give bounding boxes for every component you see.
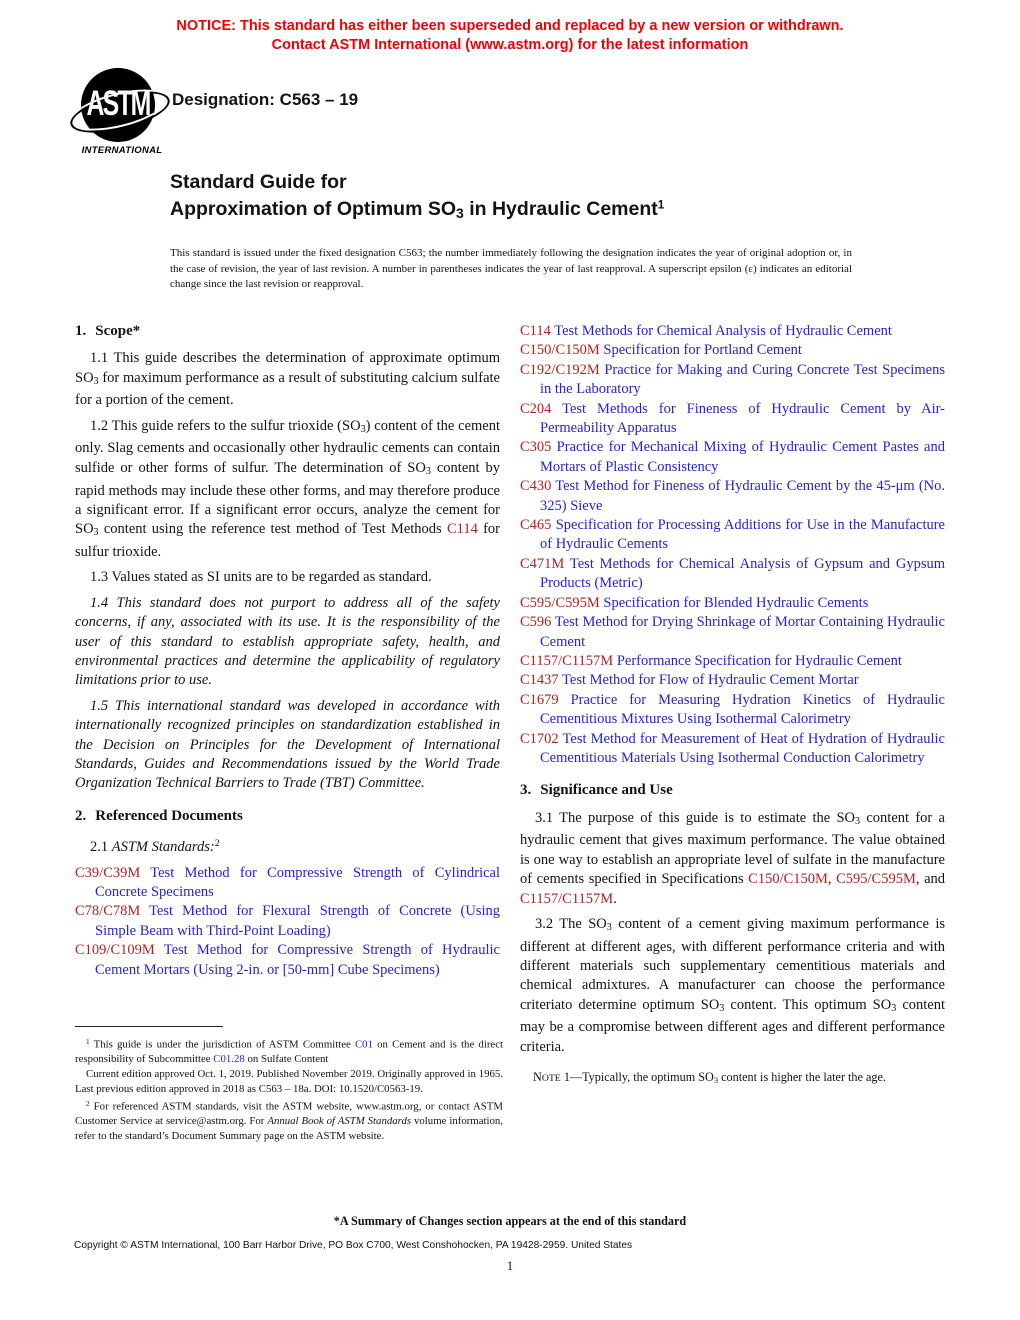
section-title: Referenced Documents	[95, 807, 243, 824]
copyright-line: Copyright © ASTM International, 100 Barr Harbor Drive, PO Box C700, West Conshohocken, PA 19428-2959. United States	[74, 1240, 633, 1251]
text-segment: content using the reference test method of Test Methods	[98, 521, 447, 538]
standard-link[interactable]: C01.28	[213, 1053, 245, 1066]
text-segment: ASTM Standards:	[111, 839, 215, 856]
standard-link[interactable]: C01	[354, 1038, 373, 1051]
standard-link[interactable]: C430	[520, 478, 552, 495]
text-segment: 1—Typically, the optimum SO	[560, 1070, 714, 1085]
superseded-notice	[0, 17, 1020, 55]
text-segment: 1.5 This international standard was developed in accordance with internationally recognized principles on standardization established in the Decision on Principles for the Development of International Standards, Guides and Recommendations issued by the World Trade Organization Technical Barriers to Trade (TBT) Committee.	[75, 697, 500, 792]
standard-link[interactable]: Practice for Mechanical Mixing of Hydraulic Cement Pastes and Mortars of Plastic Consistency	[540, 439, 945, 475]
standard-link[interactable]: C150/C150M	[748, 871, 828, 888]
standard-link[interactable]: C465	[520, 517, 552, 534]
standard-link[interactable]: C78/C78M	[75, 903, 141, 920]
text-segment: 1.2 This guide refers to the sulfur trioxide (SO	[90, 417, 361, 434]
paragraph-3-2	[520, 915, 945, 1057]
paragraph-1-1	[75, 349, 500, 410]
title-line-1: Standard Guide for	[170, 171, 347, 193]
text-segment: ) content of the cement only. Slag cements and occasionally other hydraulic cements can contain sulfide or other forms of sulfur. The determination of SO	[75, 417, 500, 476]
footnote-2	[75, 1097, 503, 1144]
text-segment: 3	[360, 424, 366, 436]
reference-item	[520, 516, 945, 555]
text-segment: 3.2 The SO	[535, 916, 607, 932]
text-segment: .	[613, 890, 617, 907]
standard-link[interactable]: C39/C39M	[75, 864, 141, 881]
text-segment: 1.1 This guide describes the determination of approximate optimum SO	[75, 350, 500, 386]
standard-link[interactable]: Practice for Measuring Hydration Kinetics of Hydraulic Cementitious Mixtures Using Isothermal Calorimetry	[540, 691, 945, 728]
standard-link[interactable]: C471M	[520, 555, 565, 572]
standard-link[interactable]: Practice for Making and Curing Concrete Test Specimens in the Laboratory	[540, 361, 945, 398]
reference-item	[75, 864, 500, 903]
text-segment: content. This optimum SO	[724, 996, 892, 1013]
section-number: 2.	[75, 807, 87, 824]
standard-link[interactable]: Test Method for Flow of Hydraulic Cement Mortar	[558, 672, 859, 689]
reference-item	[520, 341, 945, 360]
text-segment: 1.3 Values stated as SI units are to be regarded as standard.	[90, 569, 432, 586]
standard-link[interactable]: Test Methods for Chemical Analysis of Hydraulic Cement	[550, 323, 892, 339]
standard-link[interactable]: Performance Specification for Hydraulic Cement	[613, 652, 902, 669]
text-segment: content by rapid methods may include these other forms, and may therefore produce a significant error. If a significant error occurs, analyze the cement for SO	[75, 459, 500, 538]
text-segment: 3	[855, 815, 861, 827]
standard-link[interactable]: Test Method for Fineness of Hydraulic Cement by the 45-μm (No. 325) Sieve	[540, 478, 945, 514]
section-heading-significance	[520, 781, 945, 800]
text-segment: , and	[915, 871, 945, 888]
footnote-separator	[75, 1026, 223, 1027]
paragraph-1-2	[75, 417, 500, 563]
text-segment: content of a cement giving maximum performance is different at different ages, with different performance criteria and with different materials such supplementary cementitious materials and chemical admixtures. A manufacturer can choose the performance criteriato determine optimum SO	[520, 916, 945, 1013]
reference-item	[520, 361, 945, 400]
standard-link[interactable]: Test Method for Compressive Strength of Hydraulic Cement Mortars (Using 2-in. or [50-mm] Cube Specimens)	[95, 942, 500, 978]
page-title	[170, 170, 852, 225]
standard-link[interactable]: C109/C109M	[75, 942, 155, 959]
standard-link[interactable]: C596	[520, 614, 552, 631]
paragraph-1-4	[75, 594, 500, 691]
reference-item	[520, 555, 945, 594]
standard-link[interactable]: C1157/C1157M	[520, 890, 614, 907]
standard-link[interactable]: C114	[520, 323, 551, 339]
paragraph-3-1	[520, 809, 945, 909]
standard-link[interactable]: C1437	[520, 672, 559, 689]
text-segment: content for a hydraulic cement that gives maximum performance. The value obtained is one way to establish an appropriate level of sulfate in the manufacture of cements specified in Specifications	[520, 809, 945, 888]
standard-link[interactable]: Specification for Blended Hydraulic Cements	[599, 594, 869, 611]
standard-link[interactable]: C150/C150M	[520, 342, 600, 359]
standard-link[interactable]: Test Method for Compressive Strength of Cylindrical Concrete Specimens	[95, 864, 500, 900]
text-segment: 1	[86, 1037, 90, 1046]
text-segment: volume information, refer to the standard’s Document Summary page on the ASTM website.	[75, 1115, 503, 1143]
text-segment: 1.4 This standard does not purport to address all of the safety concerns, if any, associated with its use. It is the responsibility of the user of this standard to establish appropriate safety, health, and environmental practices and determine the applicability of regulatory limitations prior to use.	[75, 594, 500, 689]
reference-item	[520, 594, 945, 613]
text-segment: OTE	[541, 1073, 561, 1085]
reference-item	[75, 941, 500, 980]
standard-link[interactable]: C595/C595M	[836, 871, 916, 888]
two-column-body	[75, 322, 945, 1094]
reference-item	[520, 730, 945, 769]
note-1	[520, 1069, 945, 1088]
text-segment: 2	[214, 838, 220, 850]
left-column	[75, 322, 500, 1094]
page-number: 1	[506, 1259, 514, 1273]
text-segment: 3	[93, 527, 99, 539]
footnote-1	[75, 1035, 503, 1067]
text-segment: for maximum performance as a result of substituting calcium sulfate for a portion of the cement.	[75, 369, 500, 409]
standard-link[interactable]: C595/C595M	[520, 594, 600, 611]
text-segment: Annual Book of ASTM Standards	[267, 1115, 412, 1128]
notice-line-1: NOTICE: This standard has either been superseded and replaced by a new version or withdrawn.	[176, 18, 844, 34]
text-segment: N	[533, 1070, 542, 1085]
section-number: 3.	[520, 782, 532, 799]
text-segment: content may be a compromise between different ages and different performance criteria.	[520, 996, 945, 1055]
paragraph-2-1	[75, 834, 500, 857]
text-segment: 3	[713, 1075, 719, 1086]
title-block	[170, 170, 852, 292]
standard-link[interactable]: Specification for Portland Cement	[599, 342, 802, 359]
logo-astm-text: ASTM	[86, 83, 150, 123]
text-segment: ,	[827, 871, 837, 888]
logo-disc	[81, 68, 155, 142]
paragraph-1-3	[75, 568, 500, 587]
standard-link[interactable]: Specification for Processing Additions for Use in the Manufacture of Hydraulic Cements	[540, 517, 945, 553]
text-segment: 3.1 The purpose of this guide is to estimate the SO	[535, 809, 856, 826]
standard-link[interactable]: C114	[446, 521, 478, 538]
text-segment: for sulfur trioxide.	[75, 521, 500, 560]
standard-link[interactable]: C1702	[520, 730, 559, 747]
text-segment: 3	[456, 205, 464, 222]
text-segment: in Hydraulic Cement	[463, 198, 658, 221]
reference-item	[520, 400, 945, 439]
text-segment: 3	[93, 376, 99, 388]
text-segment: This guide is under the jurisdiction of ASTM Committee	[89, 1038, 355, 1051]
footnote-1-edition	[75, 1067, 503, 1097]
right-column	[520, 322, 945, 1094]
notice-line-2: Contact ASTM International (www.astm.org) for the latest information	[271, 37, 749, 53]
reference-item	[520, 613, 945, 652]
text-segment: on Cement and is the direct responsibility of Subcommittee	[75, 1038, 503, 1066]
text-segment: For referenced ASTM standards, visit the ASTM website, www.astm.org, or contact ASTM Customer Service at service@astm.org. For	[75, 1100, 503, 1128]
reference-item	[520, 671, 945, 690]
text-segment: 3	[425, 466, 431, 478]
text-segment: content is higher the later the age.	[718, 1070, 886, 1085]
text-segment: 2	[86, 1098, 90, 1108]
designation: Designation: C563 – 19	[172, 90, 359, 109]
issued-statement: This standard is issued under the fixed designation C563; the number immediately following the designation indicates the year of original adoption or, in the case of revision, the year of last revision. A number in parentheses indicates the year of last reapproval. A superscript epsilon (ε) indicates an editorial change since the last revision or reapproval.	[170, 247, 852, 291]
standard-link[interactable]: Test Method for Measurement of Heat of Hydration of Hydraulic Cementitious Materials Using Isothermal Conduction Calorimetry	[540, 730, 945, 766]
reference-item	[520, 438, 945, 477]
text-segment: 3	[606, 922, 612, 934]
section-title: Scope*	[95, 323, 141, 339]
section-title: Significance and Use	[540, 782, 673, 799]
text-segment: 1	[657, 199, 665, 212]
standard-link[interactable]: C192/C192M	[520, 361, 600, 378]
standard-link[interactable]: Test Method for Flexural Strength of Concrete (Using Simple Beam with Third-Point Loading)	[95, 903, 500, 939]
footnotes	[75, 1026, 503, 1144]
text-segment: Current edition approved Oct. 1, 2019. Published November 2019. Originally approved in 1965. Last previous edition approved in 2018 as C563 – 18a. DOI: 10.1520/C0563-19.	[75, 1068, 503, 1096]
title-line-2	[170, 198, 664, 220]
text-segment: 3	[719, 1003, 725, 1015]
paragraph-1-5	[75, 697, 500, 794]
section-heading-referenced-documents	[75, 807, 500, 826]
logo-international-text: INTERNATIONAL	[81, 145, 163, 156]
astm-logo	[72, 68, 172, 162]
standard-link[interactable]: Test Methods for Chemical Analysis of Gypsum and Gypsum Products (Metric)	[540, 555, 945, 592]
standard-link[interactable]: C204	[520, 400, 552, 417]
standard-link[interactable]: C1157/C1157M	[520, 652, 614, 669]
standard-link[interactable]: C1679	[520, 691, 559, 708]
text-segment: on Sulfate Content	[244, 1053, 329, 1066]
standard-link[interactable]: Test Methods for Fineness of Hydraulic Cement by Air-Permeability Apparatus	[540, 400, 945, 437]
reference-item	[520, 652, 945, 671]
reference-item	[520, 477, 945, 516]
text-segment: 2.1	[90, 839, 112, 856]
text-segment: Approximation of Optimum SO	[170, 198, 456, 221]
standard-link[interactable]: Test Method for Drying Shrinkage of Mortar Containing Hydraulic Cement	[540, 614, 945, 650]
section-number: 1.	[75, 323, 87, 339]
reference-item	[520, 322, 945, 341]
text-segment: 3	[891, 1003, 897, 1015]
reference-item	[520, 691, 945, 730]
reference-item	[75, 902, 500, 941]
summary-of-changes-note: *A Summary of Changes section appears at the end of this standard	[333, 1214, 687, 1228]
standard-link[interactable]: C305	[520, 439, 552, 456]
section-heading-scope	[75, 322, 500, 341]
